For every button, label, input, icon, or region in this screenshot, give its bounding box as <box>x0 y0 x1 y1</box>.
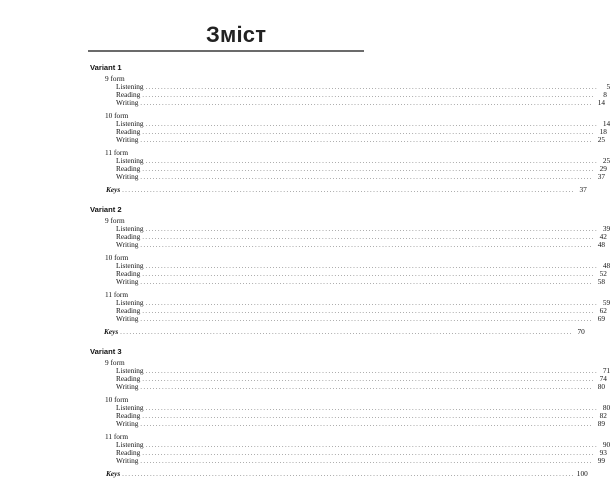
dot-leader: .................................................................................................................................................. <box>140 101 594 107</box>
form-label: 11 form <box>105 432 129 441</box>
dot-leader: .................................................................................................................................................. <box>142 377 595 383</box>
page-number: 18 <box>599 127 607 136</box>
page-number: 42 <box>599 232 607 241</box>
variant-heading: Variant 3 <box>90 347 122 356</box>
keys-entry[interactable] <box>90 327 585 336</box>
page-number: 70 <box>577 327 585 336</box>
page-number: 29 <box>599 164 607 173</box>
toc-entry[interactable] <box>90 240 606 249</box>
form-section <box>90 395 610 428</box>
entry-label: Reading <box>116 232 141 241</box>
page-number: 99 <box>597 456 606 465</box>
entry-label: Reading <box>116 374 141 383</box>
entry-label: Writing <box>116 172 139 181</box>
page-number: 93 <box>599 448 607 457</box>
form-label: 9 form <box>105 358 125 367</box>
form-section <box>90 148 610 181</box>
page-number: 80 <box>597 382 606 391</box>
dot-leader: .................................................................................................................................................. <box>140 317 594 323</box>
dot-leader: .................................................................................................................................................. <box>140 280 594 286</box>
title-divider <box>88 50 364 52</box>
page-number: 25 <box>597 135 606 144</box>
toc-entry[interactable] <box>90 172 606 181</box>
toc-entry[interactable] <box>90 135 606 144</box>
dot-leader: .................................................................................................................................................. <box>140 175 594 181</box>
entry-label: Reading <box>116 306 141 315</box>
dot-leader: .................................................................................................................................................. <box>142 167 595 173</box>
toc-entry[interactable] <box>90 277 606 286</box>
page-number: 90 <box>602 440 610 449</box>
page-number: 69 <box>597 314 606 323</box>
dot-leader: .................................................................................................................................................. <box>140 138 594 144</box>
page-number: 8 <box>603 90 607 99</box>
dot-leader: .................................................................................................................................................. <box>122 472 575 478</box>
entry-label: Reading <box>116 127 141 136</box>
page-number: 59 <box>602 298 610 307</box>
dot-leader: .................................................................................................................................................. <box>142 309 595 315</box>
form-label: 10 form <box>105 395 129 404</box>
form-label: 10 form <box>105 111 129 120</box>
toc-entry[interactable] <box>90 382 606 391</box>
variant-heading: Variant 2 <box>90 205 122 214</box>
page-number: 74 <box>599 374 607 383</box>
entry-label: Reading <box>116 269 141 278</box>
page-number: 37 <box>597 172 606 181</box>
form-section <box>90 111 610 144</box>
entry-label: Writing <box>116 314 139 323</box>
variant-heading: Variant 1 <box>90 63 122 72</box>
page-number: 5 <box>606 82 610 91</box>
page-number: 25 <box>602 156 610 165</box>
form-label: 10 form <box>105 253 129 262</box>
entry-label: Listening <box>116 366 144 375</box>
form-label: 9 form <box>105 74 125 83</box>
page-number: 52 <box>599 269 607 278</box>
entry-label: Listening <box>116 298 144 307</box>
entry-label: Writing <box>116 456 139 465</box>
page-number: 14 <box>602 119 610 128</box>
dot-leader: .................................................................................................................................................. <box>122 188 575 194</box>
entry-label: Keys <box>106 469 121 478</box>
form-label: 11 form <box>105 148 129 157</box>
dot-leader: .................................................................................................................................................. <box>140 459 594 465</box>
entry-label: Listening <box>116 224 144 233</box>
page-number: 82 <box>599 411 607 420</box>
entry-label: Reading <box>116 411 141 420</box>
dot-leader: .................................................................................................................................................. <box>145 227 599 233</box>
page-number: 62 <box>599 306 607 315</box>
table-of-contents <box>90 62 610 478</box>
dot-leader: .................................................................................................................................................. <box>140 422 594 428</box>
dot-leader: .................................................................................................................................................. <box>142 451 595 457</box>
toc-entry[interactable] <box>90 456 606 465</box>
entry-label: Writing <box>116 419 139 428</box>
page-number: 39 <box>602 224 610 233</box>
form-section <box>90 432 610 465</box>
entry-label: Writing <box>116 240 139 249</box>
entry-label: Listening <box>116 156 144 165</box>
form-section <box>90 253 610 286</box>
dot-leader: .................................................................................................................................................. <box>142 93 595 99</box>
entry-label: Keys <box>106 185 121 194</box>
dot-leader: .................................................................................................................................................. <box>145 443 599 449</box>
keys-entry[interactable] <box>90 469 588 478</box>
toc-entry[interactable] <box>90 98 606 107</box>
dot-leader: .................................................................................................................................................. <box>145 369 599 375</box>
dot-leader: .................................................................................................................................................. <box>142 414 595 420</box>
entry-label: Reading <box>116 164 141 173</box>
page-number: 14 <box>597 98 606 107</box>
page-number: 58 <box>597 277 606 286</box>
page-number: 71 <box>602 366 610 375</box>
dot-leader: .................................................................................................................................................. <box>145 85 599 91</box>
page-number: 48 <box>602 261 610 270</box>
dot-leader: .................................................................................................................................................. <box>142 130 595 136</box>
page-number: 37 <box>579 185 587 194</box>
entry-label: Keys <box>104 327 119 336</box>
keys-entry[interactable] <box>90 185 587 194</box>
entry-label: Listening <box>116 119 144 128</box>
dot-leader: .................................................................................................................................................. <box>140 385 594 391</box>
page-number: 100 <box>576 469 588 478</box>
dot-leader: .................................................................................................................................................. <box>142 235 595 241</box>
entry-label: Writing <box>116 382 139 391</box>
page-number: 48 <box>597 240 606 249</box>
form-section <box>90 216 610 249</box>
dot-leader: .................................................................................................................................................. <box>145 406 599 412</box>
entry-label: Listening <box>116 82 144 91</box>
form-section <box>90 74 610 107</box>
toc-entry[interactable] <box>90 419 606 428</box>
entry-label: Listening <box>116 261 144 270</box>
dot-leader: .................................................................................................................................................. <box>142 272 595 278</box>
dot-leader: .................................................................................................................................................. <box>145 301 599 307</box>
dot-leader: .................................................................................................................................................. <box>145 122 599 128</box>
dot-leader: .................................................................................................................................................. <box>120 330 573 336</box>
entry-label: Reading <box>116 90 141 99</box>
entry-label: Writing <box>116 98 139 107</box>
toc-entry[interactable] <box>90 314 606 323</box>
form-label: 9 form <box>105 216 125 225</box>
entry-label: Reading <box>116 448 141 457</box>
page-number: 80 <box>602 403 610 412</box>
page-title: Зміст <box>206 22 267 47</box>
page-number: 89 <box>597 419 606 428</box>
dot-leader: .................................................................................................................................................. <box>140 243 594 249</box>
dot-leader: .................................................................................................................................................. <box>145 159 599 165</box>
form-section <box>90 290 610 323</box>
dot-leader: .................................................................................................................................................. <box>145 264 599 270</box>
entry-label: Writing <box>116 135 139 144</box>
entry-label: Listening <box>116 403 144 412</box>
form-section <box>90 358 610 391</box>
form-label: 11 form <box>105 290 129 299</box>
entry-label: Listening <box>116 440 144 449</box>
entry-label: Writing <box>116 277 139 286</box>
